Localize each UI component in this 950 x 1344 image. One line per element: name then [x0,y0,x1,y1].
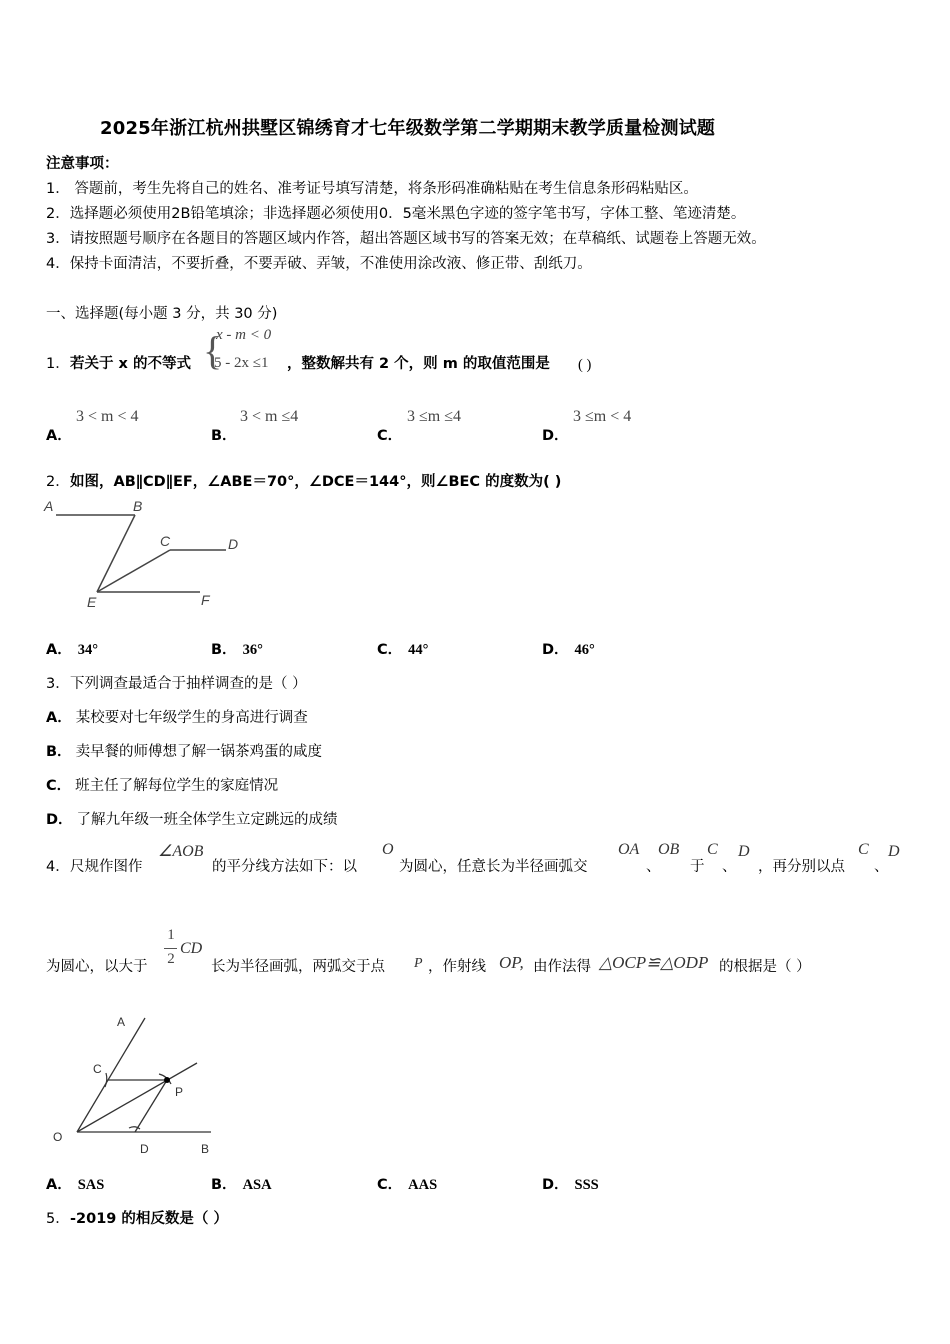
fraction-denominator: 2 [167,951,175,967]
question-text: 的平分线方法如下：以 [212,859,357,875]
option-a[interactable]: A． 某校要对七年级学生的身高进行调查 [46,710,308,726]
parallel-lines-figure [40,495,250,615]
inequality-line-1: x - m < 0 [216,327,272,343]
option-c[interactable]: C． 44° [377,642,429,658]
section-heading: 一、选择题(每小题 3 分，共 30 分) [46,306,278,322]
question-text: 如图，AB∥CD∥EF，∠ABE＝70°，∠DCE＝144°，则∠BEC 的度数为( ) [70,474,562,490]
label-b: B [201,1142,210,1156]
option-d-math: 3 ≤m < 4 [573,408,632,425]
label-f: F [201,592,210,608]
option-b[interactable]: B． 36° [211,642,263,658]
point-p-dot [164,1077,170,1083]
option-d[interactable]: D． SSS [542,1177,599,1193]
question-number: 2． [46,474,70,490]
question-number: 3． [46,676,70,692]
ray-oa-line [77,1018,145,1132]
segment-dp [135,1080,167,1132]
option-a-label[interactable]: A． [46,428,72,444]
label-a: A [44,498,54,514]
option-b-label[interactable]: B． [211,428,237,444]
point-p: P [414,956,423,971]
inequality-line-2: 5 - 2x ≤1 [214,355,269,371]
option-b[interactable]: B． 卖早餐的师傅想了解一锅茶鸡蛋的咸度 [46,744,323,760]
option-d[interactable]: D． 46° [542,642,595,658]
system-brace: { [203,328,223,373]
label-d: D [140,1142,149,1156]
fraction-numerator: 1 [167,927,175,943]
question-text: 由作法得 [533,959,591,975]
segment-cd: CD [180,940,203,957]
notice-item: 1． 答题前，考生先将自己的姓名、准考证号填写清楚，将条形码准确粘贴在考生信息条形码粘贴区。 [46,181,698,197]
ray-oa: OA [618,841,640,858]
angle-bisector-figure [45,1010,225,1160]
label-o: O [53,1130,63,1144]
arc-c [105,1073,107,1087]
notice-item: 3．请按照题号顺序在各题目的答题区域内作答，超出答题区域书写的答案无效；在草稿纸、试题卷上答题无效。 [46,231,766,247]
notice-heading: 注意事项： [46,156,119,172]
option-c-label[interactable]: C． [377,428,403,444]
point-c: C [707,841,718,858]
separator: 、 [646,859,661,875]
question-text: 于 [690,859,705,875]
label-d: D [228,536,239,552]
question-text: 下列调查最适合于抽样调查的是（ ） [70,676,307,692]
point-d: D [738,843,750,860]
option-c[interactable]: C． AAS [377,1177,438,1193]
option-d-label[interactable]: D． [542,428,569,444]
question-text: 尺规作图作 [70,859,143,875]
option-b-math: 3 < m ≤4 [240,408,299,425]
label-a: A [117,1015,126,1029]
notice-item: 4．保持卡面清洁，不要折叠，不要弄破、弄皱，不准使用涂改液、修正带、刮纸刀。 [46,256,592,272]
label-b: B [133,498,143,514]
question-text: 为圆心，以大于 [46,959,148,975]
fraction-bar [164,948,177,949]
option-a[interactable]: A． SAS [46,1177,105,1193]
point-d: D [888,843,900,860]
separator: 、 [874,859,889,875]
question-text: 的根据是（ ） [719,959,811,975]
question-text: 若关于 x 的不等式 [70,356,191,372]
question-text: ，作射线 [428,959,486,975]
page-title: 2025年浙江杭州拱墅区锦绣育才七年级数学第二学期期末教学质量检测试题 [100,118,716,139]
question-number: 4． [46,859,70,875]
option-c[interactable]: C． 班主任了解每位学生的家庭情况 [46,778,279,794]
question-text: ，再分别以点 [758,859,845,875]
option-a[interactable]: A． 34° [46,642,99,658]
option-b[interactable]: B． ASA [211,1177,272,1193]
option-c-math: 3 ≤m ≤4 [407,408,462,425]
point-c: C [858,841,869,858]
label-c: C [160,533,171,549]
answer-paren: ( ) [578,357,592,373]
option-d[interactable]: D． 了解九年级一班全体学生立定跳远的成绩 [46,812,338,828]
option-a-math: 3 < m < 4 [76,408,139,425]
separator: 、 [722,859,737,875]
congruence-statement: △OCP≌△ODP [599,953,709,972]
question-text: 为圆心，任意长为半径画弧交 [399,859,588,875]
question-text: 长为半径画弧，两弧交于点 [211,959,385,975]
question-number: 1． [46,356,70,372]
label-e: E [87,594,97,610]
question-number: 5． [46,1211,70,1227]
ray-op: OP, [499,953,524,972]
question-text: -2019 的相反数是（ ） [70,1211,228,1227]
ray-ob: OB [658,841,680,858]
notice-item: 2．选择题必须使用2B铅笔填涂；非选择题必须使用0．5毫米黑色字迹的签字笔书写，字体工整、笔迹清楚。 [46,206,746,222]
label-c: C [93,1062,102,1076]
point-o: O [382,841,394,858]
label-p: P [175,1085,184,1099]
question-text-suffix: ，整数解共有 2 个，则 m 的取值范围是 [287,356,550,372]
angle-aob: ∠AOB [158,843,204,860]
